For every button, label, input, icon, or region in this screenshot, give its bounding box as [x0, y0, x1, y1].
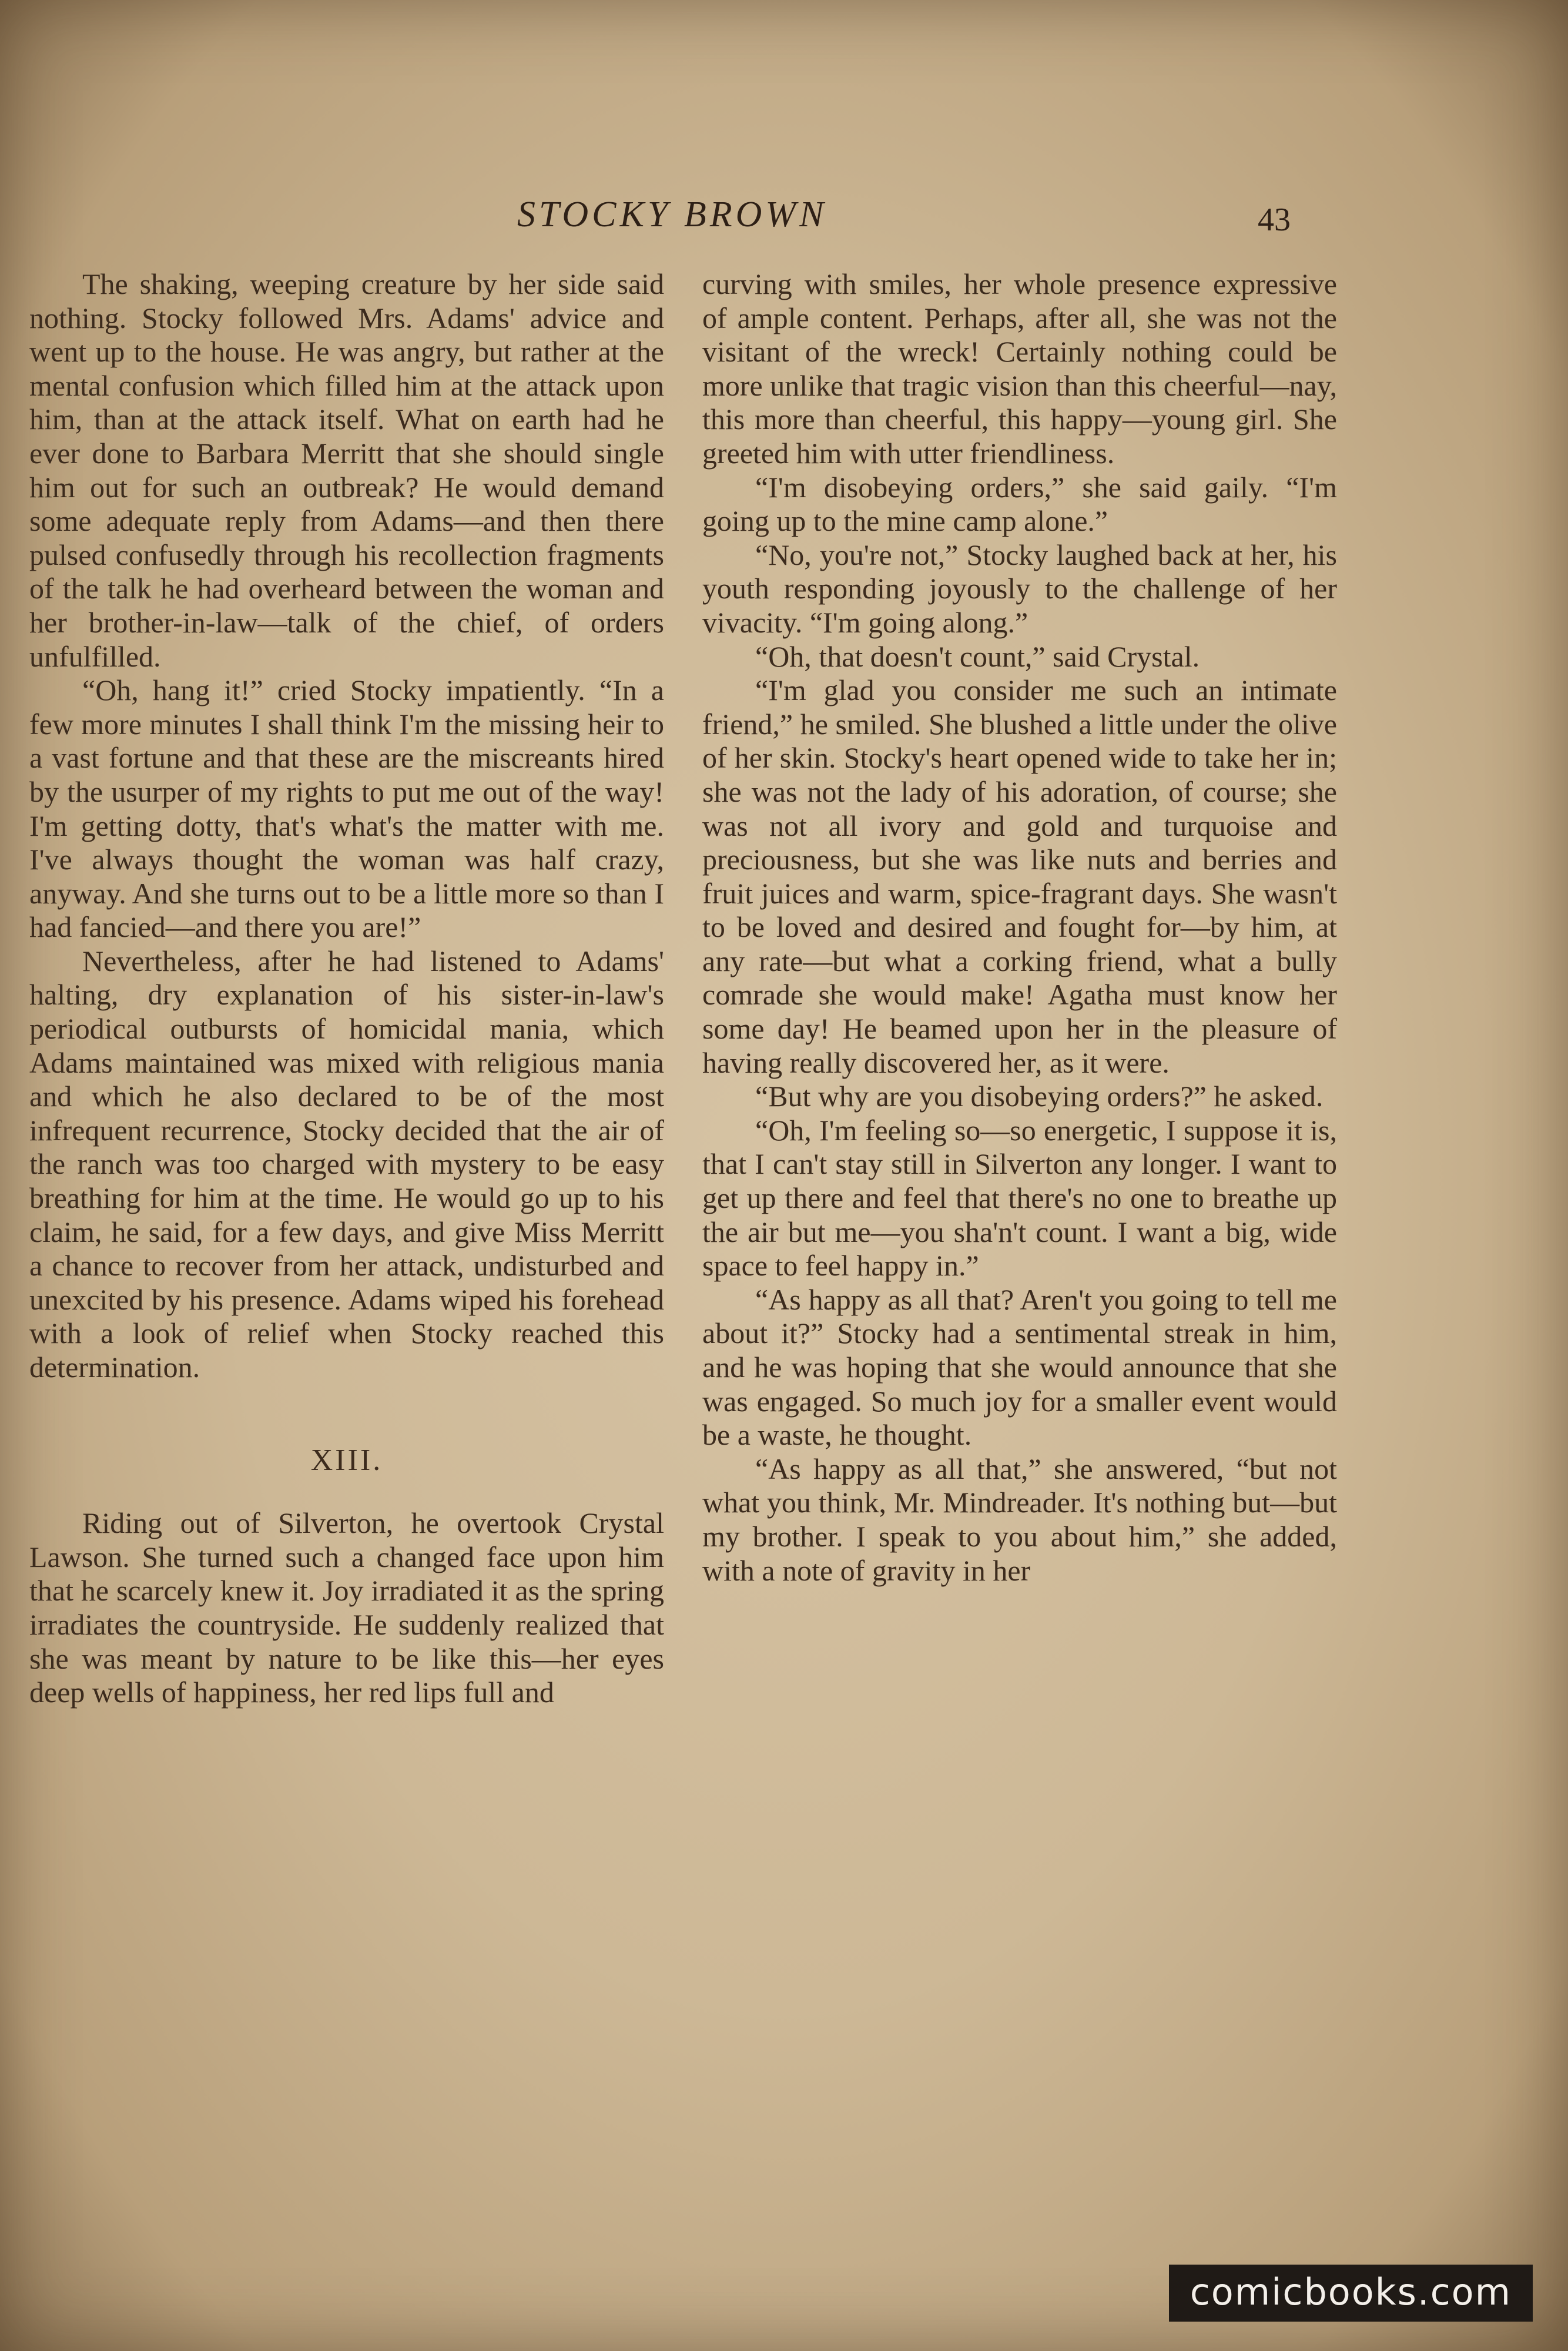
- watermark: comicbooks.com: [1169, 2265, 1533, 2322]
- paragraph: Riding out of Silverton, he overtook Crystal Lawson. She turned such a changed face upon him that he scarcely knew it. Joy irradiated it as the spring irradiates the countryside. He suddenly realized that she was meant by nature to be like this—her eyes deep wells of happiness, her red lips full and: [29, 1506, 664, 1709]
- running-title: STOCKY BROWN: [517, 195, 827, 235]
- right-column: [702, 267, 1337, 1588]
- paragraph: “Oh, hang it!” cried Stocky impatiently. “In a few more minutes I shall think I'm the missing heir to a vast fortune and that these are the miscreants hired by the usurper of my rights to put me out of the way! I'm getting dotty, that's what's the matter with me. I've always thought the woman was half crazy, anyway. And she turns out to be a little more so than I had fancied—and there you are!”: [29, 674, 664, 944]
- paragraph: “No, you're not,” Stocky laughed back at her, his youth responding joyously to the challenge of her vivacity. “I'm going along.”: [702, 538, 1337, 639]
- paragraph-continuation: curving with smiles, her whole presence expressive of ample content. Perhaps, after all, she was not the visitant of the wreck! Certainly nothing could be more unlike that tragic vision than this cheerful—nay, this more than cheerful, this happy—young girl. She greeted him with utter friendliness.: [702, 267, 1337, 470]
- paragraph: Nevertheless, after he had listened to Adams' halting, dry explanation of his sister-in-law's periodical outbursts of homicidal mania, which Adams maintained was mixed with religious mania and which he also declared to be of the most infrequent recurrence, Stocky decided that the air of the ranch was too charged with mystery to be easy breathing for him at the time. He would go up to his claim, he said, for a few days, and give Miss Merritt a chance to recover from her attack, undisturbed and unexcited by his presence. Adams wiped his forehead with a look of relief when Stocky reached this determination.: [29, 944, 664, 1384]
- left-column: [29, 267, 664, 1710]
- page-number: 43: [1258, 202, 1291, 238]
- paragraph: “As happy as all that,” she answered, “but not what you think, Mr. Mindreader. It's nothing but—but my brother. I speak to you about him,” she added, with a note of gravity in her: [702, 1452, 1337, 1587]
- paragraph: “I'm glad you consider me such an intimate friend,” he smiled. She blushed a little under the olive of her skin. Stocky's heart opened wide to take her in; she was not the lady of his adoration, of course; she was not all ivory and gold and turquoise and preciousness, but she was like nuts and berries and fruit juices and warm, spice-fragrant days. She wasn't to be loved and desired and fought for—by him, at any rate—but what a corking friend, what a bully comrade she would make! Agatha must know her some day! He beamed upon her in the pleasure of having really discovered her, as it were.: [702, 674, 1337, 1079]
- paragraph: “Oh, I'm feeling so—so energetic, I suppose it is, that I can't stay still in Silverton any longer. I want to get up there and feel that there's no one to breathe up the air but me—you sha'n't count. I want a big, wide space to feel happy in.”: [702, 1113, 1337, 1282]
- paragraph: “I'm disobeying orders,” she said gaily. “I'm going up to the mine camp alone.”: [702, 470, 1337, 538]
- page-header: [0, 194, 1568, 247]
- paragraph: The shaking, weeping creature by her side said nothing. Stocky followed Mrs. Adams' advice and went up to the house. He was angry, but rather at the mental confusion which filled him at the attack upon him, than at the attack itself. What on earth had he ever done to Barbara Merritt that she should single him out for such an outbreak? He would demand some adequate reply from Adams—and then there pulsed confusedly through his recollection fragments of the talk he had overheard between the woman and her brother-in-law—talk of the chief, of orders unfulfilled.: [29, 267, 664, 673]
- paragraph: “Oh, that doesn't count,” said Crystal.: [755, 639, 1200, 673]
- paragraph: “As happy as all that? Aren't you going to tell me about it?” Stocky had a sentimental streak in him, and he was hoping that she would announce that she was engaged. So much joy for a smaller event would be a waste, he thought.: [702, 1282, 1337, 1452]
- paragraph: “But why are you disobeying orders?” he asked.: [755, 1080, 1324, 1113]
- chapter-heading: XIII.: [310, 1443, 383, 1477]
